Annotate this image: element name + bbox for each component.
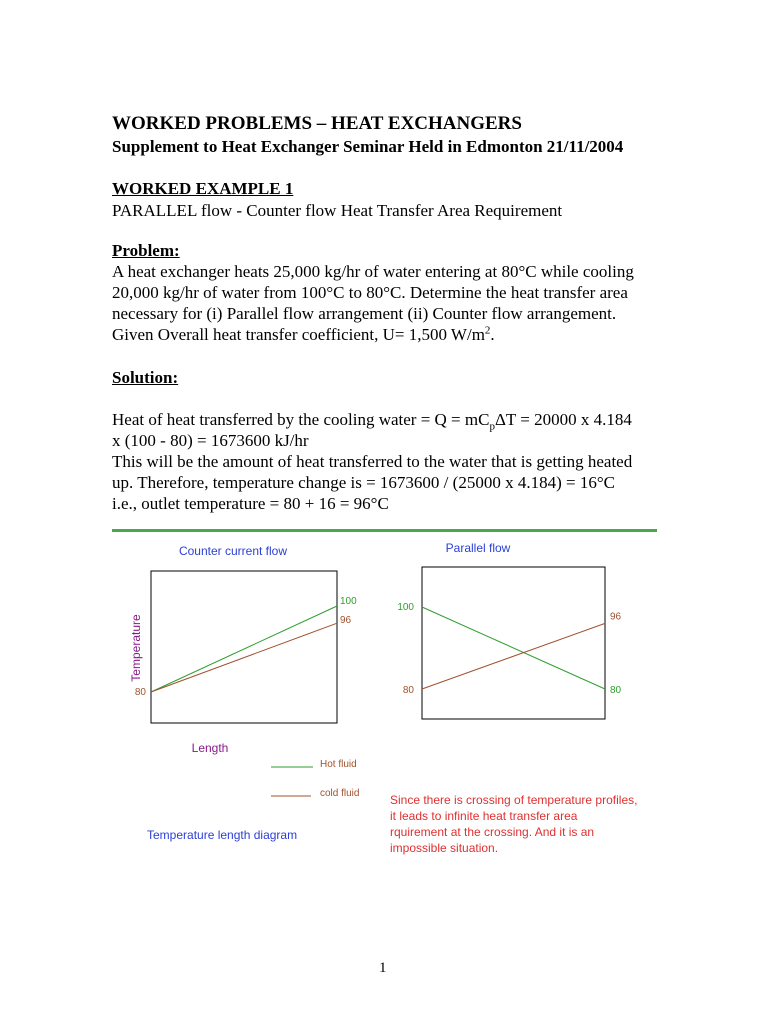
solution-line: Heat of heat transferred by the cooling water = $Q = mC_p\Delta T = 20000$ x 4.184 [112,410,632,433]
crossing-note-line: it leads to infinite heat transfer area [390,809,578,823]
figure-caption: Temperature length diagram [147,828,298,842]
solution-line: i.e., outlet temperature = 80 + 16 = 96°C [112,494,389,513]
solution-heading: Solution: [112,368,179,387]
parallel-cold-line [422,623,605,689]
solution-line: This will be the amount of heat transferred to the water that is getting heated [112,452,633,471]
counter-flow-title: Counter current flow [178,544,288,558]
counter-plot-frame [151,571,337,723]
example-subtitle: PARALLEL flow - Counter flow Heat Transfer Area Requirement [112,201,563,220]
counter-hot-end-label: 100 [340,596,357,607]
counter-xlabel: Length [191,741,229,755]
crossing-note-line: rquirement at the crossing. And it is an [390,825,595,839]
counter-cold-end-label: 96 [340,615,352,627]
problem-line: 20,000 kg/hr of water from 100°C to 80°C. Determine the heat transfer area [112,283,628,302]
counter-ylabel: Temperature [129,614,143,682]
solution-line: up. Therefore, temperature change is = 1673600 / (25000 x 4.184) = 16°C [112,473,615,492]
parallel-hot-end-label: 80 [610,685,622,696]
solution-line: x (100 - 80) = 1673600 kJ/hr [112,431,309,450]
problem-line: Given Overall heat transfer coefficient, U= 1,500 $W/m^2$. [112,324,495,344]
parallel-cold-end-label: 96 [610,611,622,623]
counter-hot-line [151,606,337,692]
legend-cold-label: cold fluid [320,788,360,799]
crossing-note-line: Since there is crossing of temperature profiles, [390,793,638,807]
page-number: 1 [379,960,387,976]
parallel-plot-frame [422,567,605,719]
counter-cold-start-label: 80 [134,687,146,698]
parallel-cold-start-label: 80 [402,685,414,696]
parallel-hot-start-label: 100 [397,602,414,613]
parallel-hot-line [422,607,605,689]
counter-cold-line [151,623,337,692]
parallel-flow-title: Parallel flow [445,541,511,555]
legend-hot-label: Hot fluid [320,759,357,770]
example-heading: WORKED EXAMPLE 1 [112,179,294,198]
document-subtitle: Supplement to Heat Exchanger Seminar Held in Edmonton 21/11/2004 [112,137,624,156]
problem-line: A heat exchanger heats 25,000 kg/hr of water entering at 80°C while cooling [112,262,634,281]
crossing-note-line: impossible situation. [390,841,499,855]
document-title: WORKED PROBLEMS – HEAT EXCHANGERS [112,113,522,134]
problem-line: necessary for (i) Parallel flow arrangement (ii) Counter flow arrangement. [112,304,617,323]
problem-heading: Problem: [112,241,180,260]
